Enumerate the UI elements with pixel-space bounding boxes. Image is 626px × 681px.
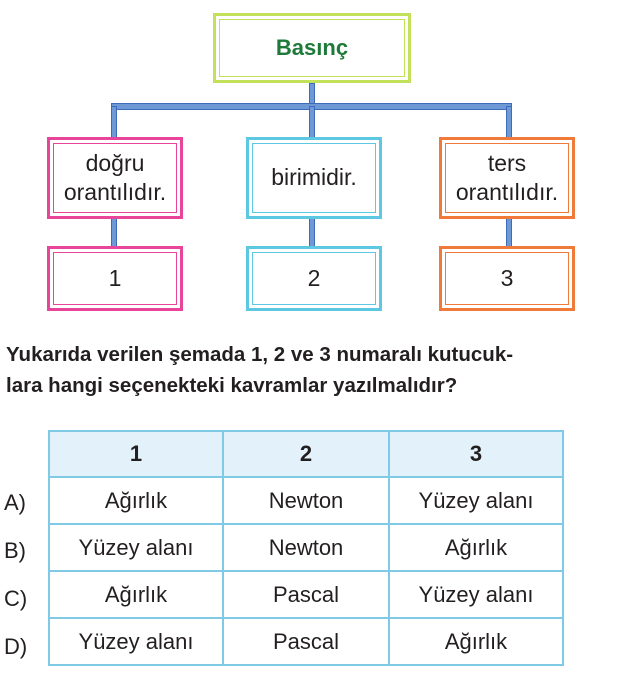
table-row <box>49 477 563 524</box>
table-header-cell: 2 <box>223 431 389 477</box>
connector-left-answer <box>111 218 117 248</box>
answer-box-1: 1 <box>47 246 183 311</box>
option-letter-c: C) <box>4 586 28 611</box>
table-cell: Yüzey alanı <box>389 571 563 618</box>
question-text: Yukarıda verilen şemada 1, 2 ve 3 numaralı kutucuk- lara hangi seçenekteki kavramlar yazılmalıdır? <box>6 343 514 397</box>
options-table <box>48 430 564 666</box>
table-row <box>49 524 563 571</box>
table-cell: Ağırlık <box>49 571 223 618</box>
table-cell: Pascal <box>223 571 389 618</box>
branch-box-inversely-proportional <box>439 137 575 219</box>
branch-box-unit <box>246 137 382 219</box>
connector-right-answer <box>506 218 512 248</box>
table-header-cell: 3 <box>389 431 563 477</box>
answer-box-2: 2 <box>246 246 382 311</box>
table-cell: Pascal <box>223 618 389 665</box>
branch-box-directly-proportional <box>47 137 183 219</box>
table-cell: Yüzey alanı <box>49 524 223 571</box>
table-row <box>49 571 563 618</box>
option-letter-d: D) <box>4 634 28 659</box>
table-cell: Ağırlık <box>49 477 223 524</box>
branch-label: birimidir. <box>271 164 357 191</box>
option-letter-b: B) <box>4 538 26 563</box>
table-cell: Newton <box>223 477 389 524</box>
table-header-cell: 1 <box>49 431 223 477</box>
connector-left-down <box>111 106 117 139</box>
root-concept-box <box>213 13 411 83</box>
connector-middle-down <box>309 106 315 139</box>
table-row <box>49 618 563 665</box>
table-cell: Newton <box>223 524 389 571</box>
table-cell: Yüzey alanı <box>49 618 223 665</box>
connector-middle-answer <box>309 218 315 248</box>
answer-box-3: 3 <box>439 246 575 311</box>
table-cell: Ağırlık <box>389 524 563 571</box>
table-cell: Yüzey alanı <box>389 477 563 524</box>
connector-right-down <box>506 106 512 139</box>
root-concept-label: Basınç <box>275 34 349 60</box>
branch-label: doğru orantılıdır. <box>63 149 167 205</box>
table-cell: Ağırlık <box>389 618 563 665</box>
option-letter-a: A) <box>4 490 26 515</box>
branch-label: ters orantılıdır. <box>455 149 559 205</box>
table-header-row <box>49 431 563 477</box>
